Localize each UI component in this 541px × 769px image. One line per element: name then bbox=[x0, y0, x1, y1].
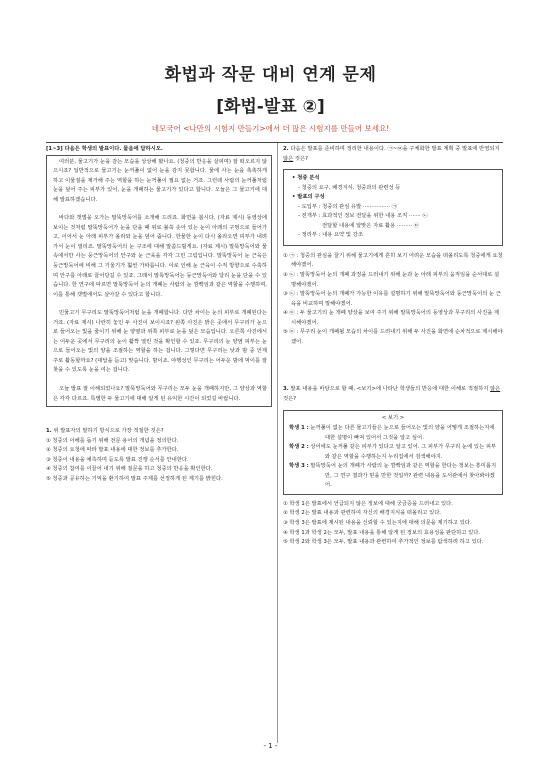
question-text-end: 것은? bbox=[293, 155, 308, 162]
question-1 bbox=[46, 427, 272, 484]
student-text: 눈꺼풀이 없는 다른 물고기들은 눈으로 들어오는 빛의 양을 어떻게 조절하는지에 대한 설명이 빠져 있어서 그것을 알고 싶어. bbox=[310, 425, 495, 441]
box-line: - 정리부 : 내용 요약 및 강조 bbox=[298, 232, 363, 239]
student-label: 학생 2 : bbox=[289, 444, 309, 451]
underlined-word: 않은 bbox=[490, 386, 501, 393]
answer-option[interactable]: ③ ㉡ : 말뚝망둑어 눈의 개폐가 가능한 이유를 설명하기 위해 말뚝망둑어와 둥근망둑어의 눈 근육을 비교하며 말해야겠어. bbox=[283, 291, 501, 307]
question-number: 3. bbox=[283, 386, 289, 393]
box-heading: • 발표의 구성 bbox=[292, 194, 325, 201]
column-divider bbox=[277, 143, 278, 743]
question-text: 발표 내용을 바탕으로 할 때, <보기>에 나타난 학생들의 반응에 대한 이해로 적절하지 bbox=[290, 386, 491, 393]
answer-option[interactable]: ⑤ 청중과 공유하는 기억을 환기하여 발표 주제를 선정하게 된 계기를 밝힌다. bbox=[46, 475, 223, 482]
passage-instruction: 다음은 학생의 발표이다. 물음에 답하시오. bbox=[64, 146, 163, 152]
student-response bbox=[289, 462, 497, 491]
passage-range: [1~3] bbox=[46, 146, 63, 152]
question-text: 위 발표자의 말하기 방식으로 가장 적절한 것은? bbox=[53, 428, 164, 435]
answer-option[interactable]: ④ 학생 1과 학생 2는 모두, 발표 내용을 통해 알게 된 정보의 효용성을 판단하고 있다. bbox=[283, 529, 481, 536]
passage-paragraph: 민물고기 무구리도 말뚝망둑어처럼 눈을 개폐합니다. 다만 차이는 눈의 피부로 개폐된다는 거죠. (자료 제시) 나란히 놓인 두 사진이 보이시죠? 왼쪽 사진은 밝은 곳에서 무구리가 눈으로 들어오는 빛을 줄이기 위해 눈 양옆과 위쪽 피부로 눈을 덮은 모습입니다. 오른쪽 사진에서는 어두운 곳에서 무구리의 눈이 활짝 열린 것을 확인할 수 있죠. 무구리의 눈 양옆 피부는 눈으로 들어오는 빛의 양을 조절하는 역할을 하는 겁니다. 그렇다면 무구리는 낮과 밤 중 언제 주로 활동할까요? (대답을 듣고) 맞습니다. 밤이죠. 야행성인 무구리는 어두운 밤에 먹이를 잘 찾을 수 있도록 눈을 여는 겁니다. bbox=[53, 310, 267, 374]
answer-option[interactable]: ① ㉠ : 청중의 관심을 끌기 위해 물고기에게 흔히 보기 어려운 모습을 떠올리도록 청중에게 요청해야겠어. bbox=[283, 252, 503, 269]
passage-paragraph: 바다와 갯벌을 오가는 말뚝망둑어를 소개해 드리죠. 화면을 봅시다. (자료 제시) 동영상에 보이는 것처럼 말뚝망둑어가 눈을 단을 때 위로 불쑥 솟아 있는 눈이 아래의 구멍으로 들어가고, 이어서 눈 아래 피부가 올라와 눈을 덮어 줍니다. 한물한 눈이 다시 올라오면 피부가 내려가서 눈이 열리죠. 말뚝망둑어의 눈 구조에 대해 말씀드릴게요. (자료 제시) 말뚝망둑어와 물속에서만 사는 둥근망둑어의 안구와 눈 근육을 각각 그린 그림입니다. 말뚝망둑어 눈 근육은 둥근망둑어에 비해 그 기울기가 훨씬 가파릅니다. 이로 인해 눈 근육이 수직 방향으로 수축하며 안구를 아래로 끌어당길 수 있죠. 그래서 말뚝망둑어는 둥근망둑어와 달리 눈을 단을 수 있습니다. 한 연구에 따르면 말뚝망둑어 눈의 개폐는 사람의 눈 깜빡임과 같은 역할을 수행하며, 이를 통해 갯벌에서도 살아갈 수 있다고 합니다. bbox=[53, 215, 267, 298]
answer-option[interactable]: ① 학생 1은 발표에서 언급되지 않은 정보에 대해 궁금증을 드러내고 있다. bbox=[283, 500, 453, 507]
passage-paragraph: 여러분, 물고기가 눈을 감는 모습을 상상해 봤나요. (청중의 반응을 살피며) 잘 떠오르지 않으시죠? 일반적으로 물고기는 눈꺼풀이 없어 눈을 감지 못합니다. 물에 사는 눈을 촉촉하게 하고 이물질을 제거해 주는 역할을 하는 눈꺼풀이 필요 없는 거죠. 그런데 사람의 눈꺼풀처럼 눈을 덮어 주는 피부가 있어, 눈을 개폐하는 물고기가 있다고 합니다. 오늘은 그 물고기에 대해 발표하겠습니다. bbox=[53, 158, 267, 203]
answer-option[interactable]: ③ 청중이 내용을 예측하며 듣도록 발표 진행 순서를 안내한다. bbox=[46, 456, 189, 463]
student-text: 말뚝망둑어 눈의 개폐가 사람의 눈 깜빡임과 같은 역할을 한다는 정보는 흥미롭지만, 그 연구 결과가 믿을 만한 것일까? 관련 내용을 도서관에서 찾아봐야겠어. bbox=[310, 463, 497, 489]
answer-option[interactable]: ④ 청중의 참여를 이끌어 내기 위해 질문을 하고 청중의 반응을 확인한다. bbox=[46, 466, 213, 473]
question-1-stem bbox=[46, 427, 272, 437]
plan-box bbox=[283, 169, 503, 246]
top-rule bbox=[46, 142, 503, 143]
question-text: 다음은 발표를 준비하며 정리한 내용이다. ㉠~㉤을 구체화한 발표 계획 중 발표에 반영되지 bbox=[290, 146, 500, 152]
student-label: 학생 1 : bbox=[289, 425, 309, 432]
answer-option[interactable]: ① 청중의 이해를 돕기 위해 전문 용어의 개념을 정의한다. bbox=[46, 437, 179, 444]
answer-option[interactable]: ⑤ 학생 2와 학생 3은 모두, 발표 내용과 관련하여 추가적인 정보를 탐색하려 하고 있다. bbox=[283, 539, 484, 546]
student-response bbox=[289, 443, 497, 462]
question-2-stem bbox=[283, 145, 503, 164]
underlined-word: 않은 bbox=[283, 155, 294, 162]
question-number: 1. bbox=[46, 428, 52, 435]
question-3 bbox=[283, 385, 503, 547]
answer-option[interactable]: ② 학생 2는 발표 내용과 관련하여 자신의 배경지식을 떠올리고 있다. bbox=[283, 510, 441, 517]
box-line: 전달할 내용에 알맞은 자료 활용 ········· ㉢ bbox=[322, 222, 420, 229]
page-subtitle: [화법-발표 ②] bbox=[216, 97, 325, 117]
question-number: 2. bbox=[283, 146, 289, 152]
question-3-stem bbox=[283, 385, 503, 404]
right-column bbox=[283, 145, 503, 548]
promo-notice[interactable]: 네모국어 <나만의 시험지 만들기>에서 더 많은 시험지를 만들어 보세요! bbox=[151, 124, 390, 133]
box-heading: • 청중 분석 bbox=[292, 175, 320, 182]
passage-box bbox=[46, 155, 272, 408]
student-response bbox=[289, 424, 497, 443]
page-number: - 1 - bbox=[263, 742, 278, 750]
answer-option[interactable]: ② ㉡ : 말뚝망둑어 눈의 개폐 과정을 드러내기 위해 눈과 눈 아래 피부의 움직임을 순서대로 설명해야겠어. bbox=[283, 272, 500, 288]
left-column bbox=[46, 145, 272, 484]
answer-option[interactable]: ③ 학생 3은 발표에 제시된 내용을 신뢰할 수 있는지에 대해 의문을 제기하고 있다. bbox=[283, 519, 472, 526]
question-text-end: 것은? bbox=[283, 395, 297, 402]
bogi-box bbox=[283, 410, 503, 494]
bogi-label: < 보기 > bbox=[381, 415, 405, 422]
answer-option[interactable]: ④ ㉢ : 두 물고기의 눈 개폐 양상을 보여 주기 위해 말뚝망둑어의 동영상과 무구리의 사진을 제시해야겠어. bbox=[283, 310, 500, 326]
passage-heading bbox=[46, 145, 272, 155]
answer-option[interactable]: ② 청중의 요청에 따라 발표 내용에 대한 정보를 추가한다. bbox=[46, 447, 179, 454]
answer-option[interactable]: ⑤ ㉢ : 무구리 눈이 개폐될 모습의 차이를 드러내기 위해 두 사진을 화면에 순차적으로 제시해야겠어. bbox=[283, 329, 503, 345]
box-line: - 도입부 : 청중의 관심 유발 ················ ㉠ bbox=[298, 203, 397, 210]
box-line: - 청중의 요구, 배경지식, 청중과의 관련성 등 bbox=[298, 184, 401, 191]
question-2 bbox=[283, 145, 503, 347]
passage-paragraph: 오늘 발표 잘 이해되었나요? 말뚝망둑어와 무구리는 모두 눈을 개폐하지만, 그 양상과 역할은 각각 다르죠. 특별한 두 물고기에 대해 알게 된 유익한 시간이 되었길 바랍니다. bbox=[53, 386, 267, 402]
box-line: - 전개부 : 효과적인 정보 전달을 위한 내용 조직 ······· ㉡ bbox=[298, 213, 428, 220]
page-title: 화법과 작문 대비 연계 문제 bbox=[164, 65, 377, 85]
student-label: 학생 3 : bbox=[289, 463, 309, 470]
student-text: 상어에도 눈꺼풀 같은 피부가 있다고 알고 있어. 그 피부가 무구리 눈에 있는 피부와 같은 역할을 수행하는지 누리집에서 검색해야지. bbox=[310, 444, 497, 460]
